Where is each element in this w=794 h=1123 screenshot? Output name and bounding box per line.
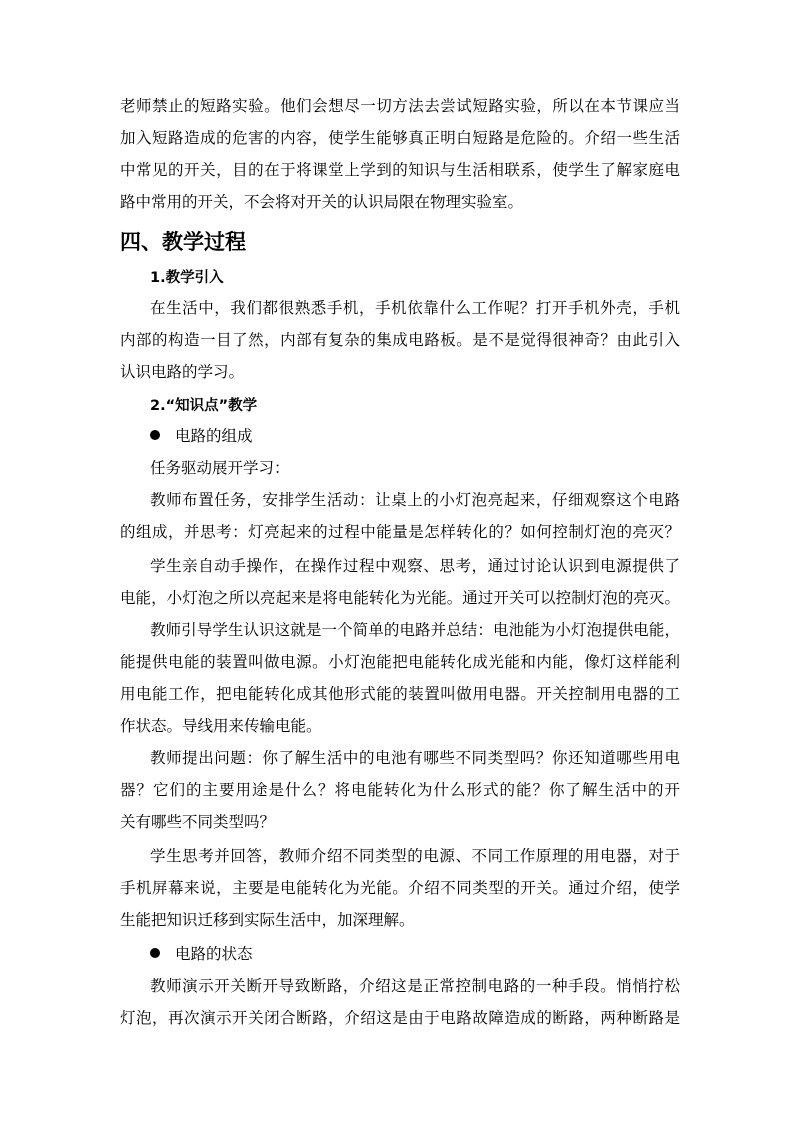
teacher-task-line-2: 的组成，并思考：灯亮起来的过程中能量是怎样转化的？如何控制灯泡的亮灭？ (120, 523, 680, 541)
state-demo-line-1: 教师演示开关断开导致断路，介绍这是正常控制电路的一种手段。悄悄拧松 (150, 977, 680, 995)
intro-paragraph-line-3: 中常见的开关，目的在于将课堂上学到的知识与生活相联系，使学生了解家庭电 (120, 161, 680, 179)
task-intro: 任务驱动展开学习： (150, 459, 290, 477)
subsection-teaching-intro: 1.教学引入 (150, 270, 224, 286)
intro-paragraph-line-2: 加入短路造成的危害的内容，使学生能够真正明白短路是危险的。介绍一些生活 (120, 129, 680, 147)
teacher-guide-line-4: 作状态。导线用来传输电能。 (120, 717, 322, 735)
teacher-guide-line-1: 教师引导学生认识这就是一个简单的电路并总结：电池能为小灯泡提供电能， (150, 621, 680, 639)
bullet-item-circuit-state (150, 944, 253, 964)
teacher-question-line-1: 教师提出问题：你了解生活中的电池有哪些不同类型吗？你还知道哪些用电 (150, 749, 680, 767)
student-answer-line-2: 手机屏幕来说，主要是电能转化为光能。介绍不同类型的开关。通过介绍，使学 (120, 879, 680, 897)
state-demo-line-2: 灯泡，再次演示开关闭合断路，介绍这是由于电路故障造成的断路，两种断路是 (120, 1009, 680, 1027)
intro-paragraph-line-1: 老师禁止的短路实验。他们会想尽一切方法去尝试短路实验，所以在本节课应当 (120, 97, 680, 115)
teacher-question-line-2: 器？它们的主要用途是什么？将电能转化为什么形式的能？你了解生活中的开 (120, 781, 680, 799)
teacher-guide-line-3: 用电能工作，把电能转化成其他形式能的装置叫做用电器。开关控制用电器的工 (120, 685, 680, 703)
student-answer-line-3: 生能把知识迁移到实际生活中，加深理解。 (120, 911, 415, 929)
intro-lesson-line-1: 在生活中，我们都很熟悉手机，手机依靠什么工作呢？打开手机外壳，手机 (150, 299, 680, 317)
subsection-knowledge: 2.“知识点”教学 (150, 398, 258, 414)
student-practice-line-1: 学生亲自动手操作，在操作过程中观察、思考，通过讨论认识到电源提供了 (150, 557, 680, 575)
bullet-item-circuit-composition (150, 426, 253, 446)
section-heading: 四、教学过程 (120, 230, 246, 254)
teacher-question-line-3: 关有哪些不同类型吗？ (120, 813, 276, 831)
teacher-guide-line-2: 能提供电能的装置叫做电源。小灯泡能把电能转化成光能和内能，像灯这样能利 (120, 653, 680, 671)
student-practice-line-2: 电能，小灯泡之所以亮起来是将电能转化为光能。通过开关可以控制灯泡的亮灭。 (120, 589, 680, 607)
bullet-dot-icon (150, 430, 160, 440)
intro-lesson-line-3: 认识电路的学习。 (120, 363, 245, 381)
bullet-label: 电路的组成 (175, 427, 253, 445)
bullet-dot-icon (150, 948, 160, 958)
bullet-label: 电路的状态 (175, 945, 253, 963)
teacher-task-line-1: 教师布置任务，安排学生活动：让桌上的小灯泡亮起来，仔细观察这个电路 (150, 491, 680, 509)
intro-lesson-line-2: 内部的构造一目了然，内部有复杂的集成电路板。是不是觉得很神奇？由此引入 (120, 331, 680, 349)
student-answer-line-1: 学生思考并回答，教师介绍不同类型的电源、不同工作原理的用电器，对于 (150, 847, 680, 865)
intro-paragraph-line-4: 路中常用的开关，不会将对开关的认识局限在物理实验室。 (120, 193, 524, 211)
